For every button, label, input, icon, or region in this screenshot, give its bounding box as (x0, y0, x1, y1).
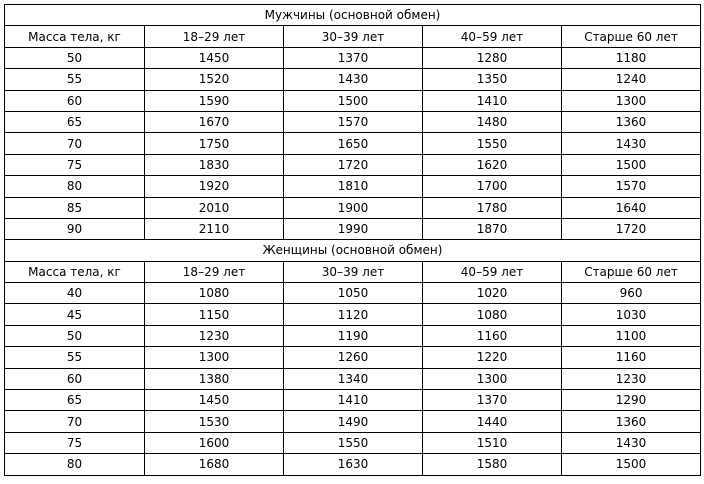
women-table-row (5, 347, 701, 368)
women-table-row (5, 368, 701, 389)
women-table-row (5, 432, 701, 453)
women-table-row (5, 411, 701, 432)
cell-age-60-plus: 1640 (562, 197, 701, 218)
cell-weight: 85 (5, 197, 145, 218)
cell-age-40-59: 1160 (423, 325, 562, 346)
cell-age-18-29: 1300 (145, 347, 284, 368)
column-header-age-40-59: 40–59 лет (423, 261, 562, 282)
cell-age-60-plus: 1160 (562, 347, 701, 368)
cell-age-30-39: 1430 (284, 69, 423, 90)
column-header-age-18-29: 18–29 лет (145, 26, 284, 47)
bmr-table (4, 4, 701, 476)
cell-age-30-39: 1570 (284, 111, 423, 132)
column-header-weight: Масса тела, кг (5, 261, 145, 282)
cell-age-18-29: 1670 (145, 111, 284, 132)
women-table-row (5, 304, 701, 325)
cell-weight: 80 (5, 454, 145, 475)
column-header-weight: Масса тела, кг (5, 26, 145, 47)
cell-age-60-plus: 1720 (562, 218, 701, 239)
cell-age-18-29: 1680 (145, 454, 284, 475)
cell-age-60-plus: 1360 (562, 411, 701, 432)
cell-age-40-59: 1020 (423, 283, 562, 304)
women-table-row (5, 454, 701, 475)
column-header-age-30-39: 30–39 лет (284, 26, 423, 47)
women-title-row (5, 240, 701, 261)
cell-age-30-39: 1720 (284, 154, 423, 175)
cell-age-18-29: 1590 (145, 90, 284, 111)
cell-weight: 75 (5, 154, 145, 175)
cell-age-30-39: 1500 (284, 90, 423, 111)
cell-age-60-plus: 1570 (562, 176, 701, 197)
cell-age-30-39: 1340 (284, 368, 423, 389)
men-table-row (5, 133, 701, 154)
cell-weight: 90 (5, 218, 145, 239)
cell-weight: 75 (5, 432, 145, 453)
cell-weight: 55 (5, 69, 145, 90)
column-header-age-60-plus: Старше 60 лет (562, 26, 701, 47)
men-section-title: Мужчины (основной обмен) (5, 5, 701, 26)
cell-age-30-39: 1990 (284, 218, 423, 239)
cell-age-18-29: 1920 (145, 176, 284, 197)
women-header-row (5, 261, 701, 282)
cell-age-18-29: 2010 (145, 197, 284, 218)
cell-age-60-plus: 1500 (562, 154, 701, 175)
men-table-row (5, 111, 701, 132)
women-table-row (5, 390, 701, 411)
cell-age-30-39: 1050 (284, 283, 423, 304)
men-section (5, 5, 701, 240)
men-table-row (5, 90, 701, 111)
cell-age-40-59: 1410 (423, 90, 562, 111)
cell-age-30-39: 1810 (284, 176, 423, 197)
column-header-age-40-59: 40–59 лет (423, 26, 562, 47)
cell-age-30-39: 1900 (284, 197, 423, 218)
cell-age-18-29: 1530 (145, 411, 284, 432)
cell-age-18-29: 1830 (145, 154, 284, 175)
cell-age-40-59: 1550 (423, 133, 562, 154)
cell-age-30-39: 1630 (284, 454, 423, 475)
column-header-age-60-plus: Старше 60 лет (562, 261, 701, 282)
cell-weight: 45 (5, 304, 145, 325)
men-table-row (5, 154, 701, 175)
cell-age-40-59: 1580 (423, 454, 562, 475)
cell-weight: 55 (5, 347, 145, 368)
cell-age-18-29: 1520 (145, 69, 284, 90)
cell-age-30-39: 1410 (284, 390, 423, 411)
cell-age-30-39: 1370 (284, 47, 423, 68)
cell-age-40-59: 1350 (423, 69, 562, 90)
cell-age-40-59: 1080 (423, 304, 562, 325)
cell-age-60-plus: 1230 (562, 368, 701, 389)
cell-age-60-plus: 1100 (562, 325, 701, 346)
men-table-row (5, 218, 701, 239)
cell-age-60-plus: 1500 (562, 454, 701, 475)
cell-weight: 60 (5, 90, 145, 111)
men-title-row (5, 5, 701, 26)
women-table-row (5, 325, 701, 346)
cell-age-40-59: 1480 (423, 111, 562, 132)
men-table-row (5, 69, 701, 90)
women-section (5, 240, 701, 475)
cell-age-18-29: 1380 (145, 368, 284, 389)
cell-age-60-plus: 1290 (562, 390, 701, 411)
cell-age-60-plus: 1030 (562, 304, 701, 325)
men-header-row (5, 26, 701, 47)
cell-age-30-39: 1650 (284, 133, 423, 154)
cell-age-60-plus: 1240 (562, 69, 701, 90)
cell-age-30-39: 1120 (284, 304, 423, 325)
cell-age-30-39: 1550 (284, 432, 423, 453)
men-table-row (5, 47, 701, 68)
cell-age-30-39: 1260 (284, 347, 423, 368)
cell-age-60-plus: 1430 (562, 432, 701, 453)
cell-age-18-29: 1750 (145, 133, 284, 154)
cell-weight: 65 (5, 390, 145, 411)
cell-age-40-59: 1700 (423, 176, 562, 197)
men-table-row (5, 176, 701, 197)
cell-age-30-39: 1490 (284, 411, 423, 432)
cell-age-40-59: 1870 (423, 218, 562, 239)
cell-weight: 60 (5, 368, 145, 389)
column-header-age-18-29: 18–29 лет (145, 261, 284, 282)
cell-weight: 50 (5, 47, 145, 68)
cell-age-18-29: 1230 (145, 325, 284, 346)
women-section-title: Женщины (основной обмен) (5, 240, 701, 261)
cell-age-60-plus: 1360 (562, 111, 701, 132)
cell-age-40-59: 1220 (423, 347, 562, 368)
cell-age-40-59: 1440 (423, 411, 562, 432)
cell-age-30-39: 1190 (284, 325, 423, 346)
cell-age-40-59: 1780 (423, 197, 562, 218)
women-table-row (5, 283, 701, 304)
cell-weight: 65 (5, 111, 145, 132)
cell-weight: 70 (5, 411, 145, 432)
cell-age-18-29: 1450 (145, 390, 284, 411)
cell-weight: 80 (5, 176, 145, 197)
cell-age-18-29: 1600 (145, 432, 284, 453)
cell-age-40-59: 1280 (423, 47, 562, 68)
cell-age-18-29: 1450 (145, 47, 284, 68)
cell-age-40-59: 1620 (423, 154, 562, 175)
cell-age-60-plus: 1430 (562, 133, 701, 154)
cell-weight: 40 (5, 283, 145, 304)
cell-age-60-plus: 1180 (562, 47, 701, 68)
cell-age-18-29: 1080 (145, 283, 284, 304)
cell-age-60-plus: 1300 (562, 90, 701, 111)
column-header-age-30-39: 30–39 лет (284, 261, 423, 282)
cell-weight: 70 (5, 133, 145, 154)
cell-weight: 50 (5, 325, 145, 346)
cell-age-40-59: 1370 (423, 390, 562, 411)
cell-age-40-59: 1510 (423, 432, 562, 453)
cell-age-18-29: 1150 (145, 304, 284, 325)
cell-age-40-59: 1300 (423, 368, 562, 389)
men-table-row (5, 197, 701, 218)
cell-age-18-29: 2110 (145, 218, 284, 239)
cell-age-60-plus: 960 (562, 283, 701, 304)
